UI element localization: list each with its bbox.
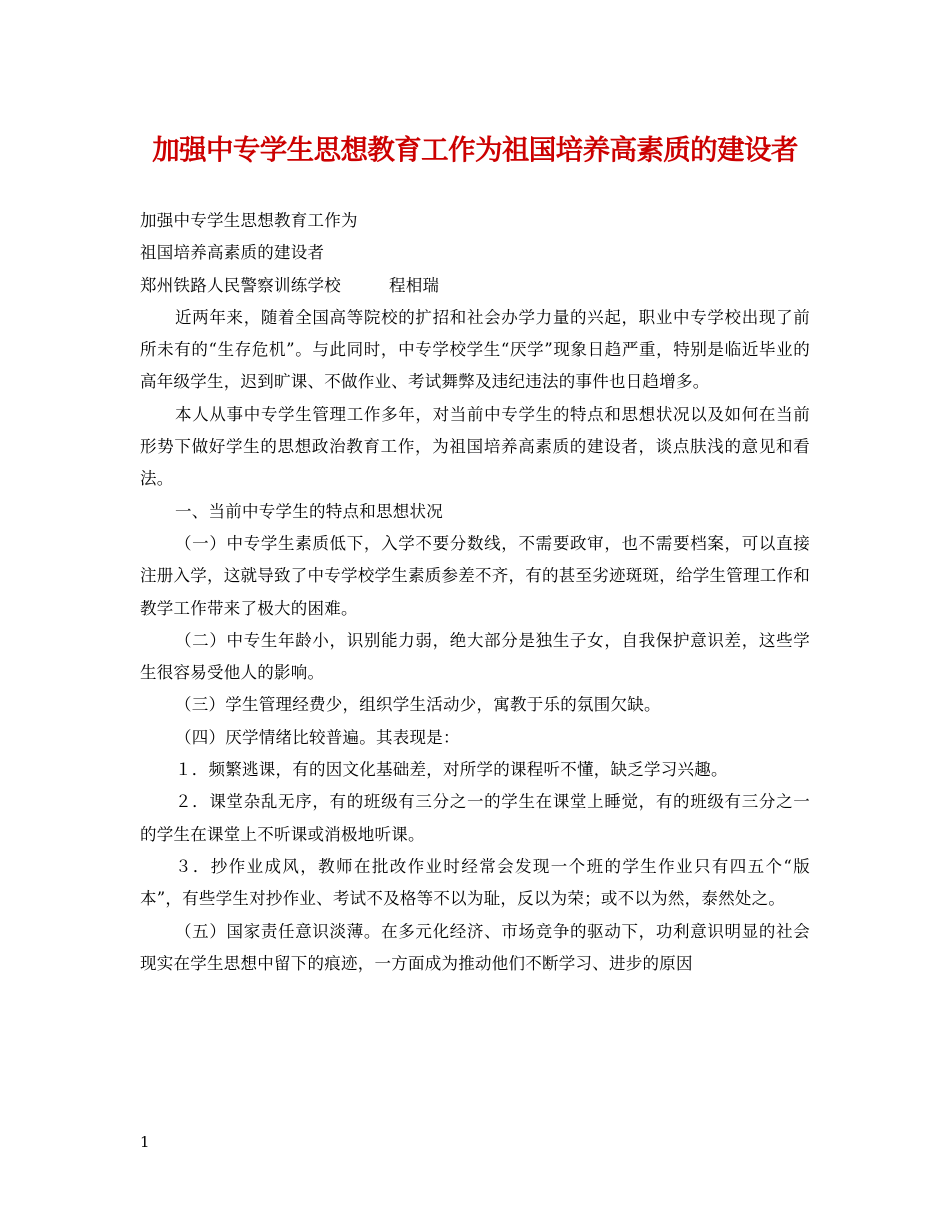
list-item: ２．课堂杂乱无序，有的班级有三分之一的学生在课堂上睡觉，有的班级有三分之一的学生在课堂上不听课或消极地听课。: [140, 792, 810, 844]
author-school: 郑州铁路人民警察训练学校: [140, 275, 341, 295]
document-body: [140, 205, 810, 980]
paragraph: （二）中专生年龄小，识别能力弱，绝大部分是独生子女，自我保护意识差，这些学生很容易受他人的影响。: [140, 630, 810, 683]
subtitle-line-2: 祖国培养高素质的建设者: [140, 243, 325, 263]
subtitle-line-1: 加强中专学生思想教育工作为: [140, 211, 358, 230]
author-name: 程相瑞: [389, 275, 440, 295]
paragraph: 近两年来，随着全国高等院校的扩招和社会办学力量的兴起，职业中专学校出现了前所未有的“生存危机”。与此同时，中专学校学生“厌学”现象日趋严重，特别是临近毕业的高年级学生，迟到旷课、不做作业、考试舞弊及违纪违法的事件也日趋增多。: [140, 307, 810, 392]
paragraph: （三）学生管理经费少，组织学生活动少，寓教于乐的氛围欠缺。: [175, 695, 661, 715]
paragraph: （一）中专学生素质低下，入学不要分数线，不需要政审，也不需要档案，可以直接注册入学，这就导致了中专学校学生素质参差不齐，有的甚至劣迹斑斑，给学生管理工作和教学工作带来了极大的困难。: [140, 533, 810, 618]
author-line: [140, 270, 810, 302]
paragraph: 本人从事中专学生管理工作多年，对当前中专学生的特点和思想状况以及如何在当前形势下做好学生的思想政治教育工作，为祖国培养高素质的建设者，谈点肤浅的意见和看法。: [140, 404, 810, 489]
document-title: 加强中专学生思想教育工作为祖国培养高素质的建设者: [152, 134, 798, 166]
section-heading: 一、当前中专学生的特点和思想状况: [175, 501, 443, 521]
list-item: １．频繁逃课，有的因文化基础差，对所学的课程听不懂，缺乏学习兴趣。: [175, 760, 728, 780]
paragraph: （四）厌学情绪比较普遍。其表现是：: [175, 727, 460, 747]
paragraph: （五）国家责任意识淡薄。在多元化经济、市场竞争的驱动下，功利意识明显的社会现实在学生思想中留下的痕迹，一方面成为推动他们不断学习、进步的原因: [140, 921, 810, 973]
list-item: ３．抄作业成风，教师在批改作业时经常会发现一个班的学生作业只有四五个“版本”，有些学生对抄作业、考试不及格等不以为耻，反以为荣；或不以为然，泰然处之。: [140, 856, 810, 909]
page-number: 1: [140, 1133, 150, 1151]
